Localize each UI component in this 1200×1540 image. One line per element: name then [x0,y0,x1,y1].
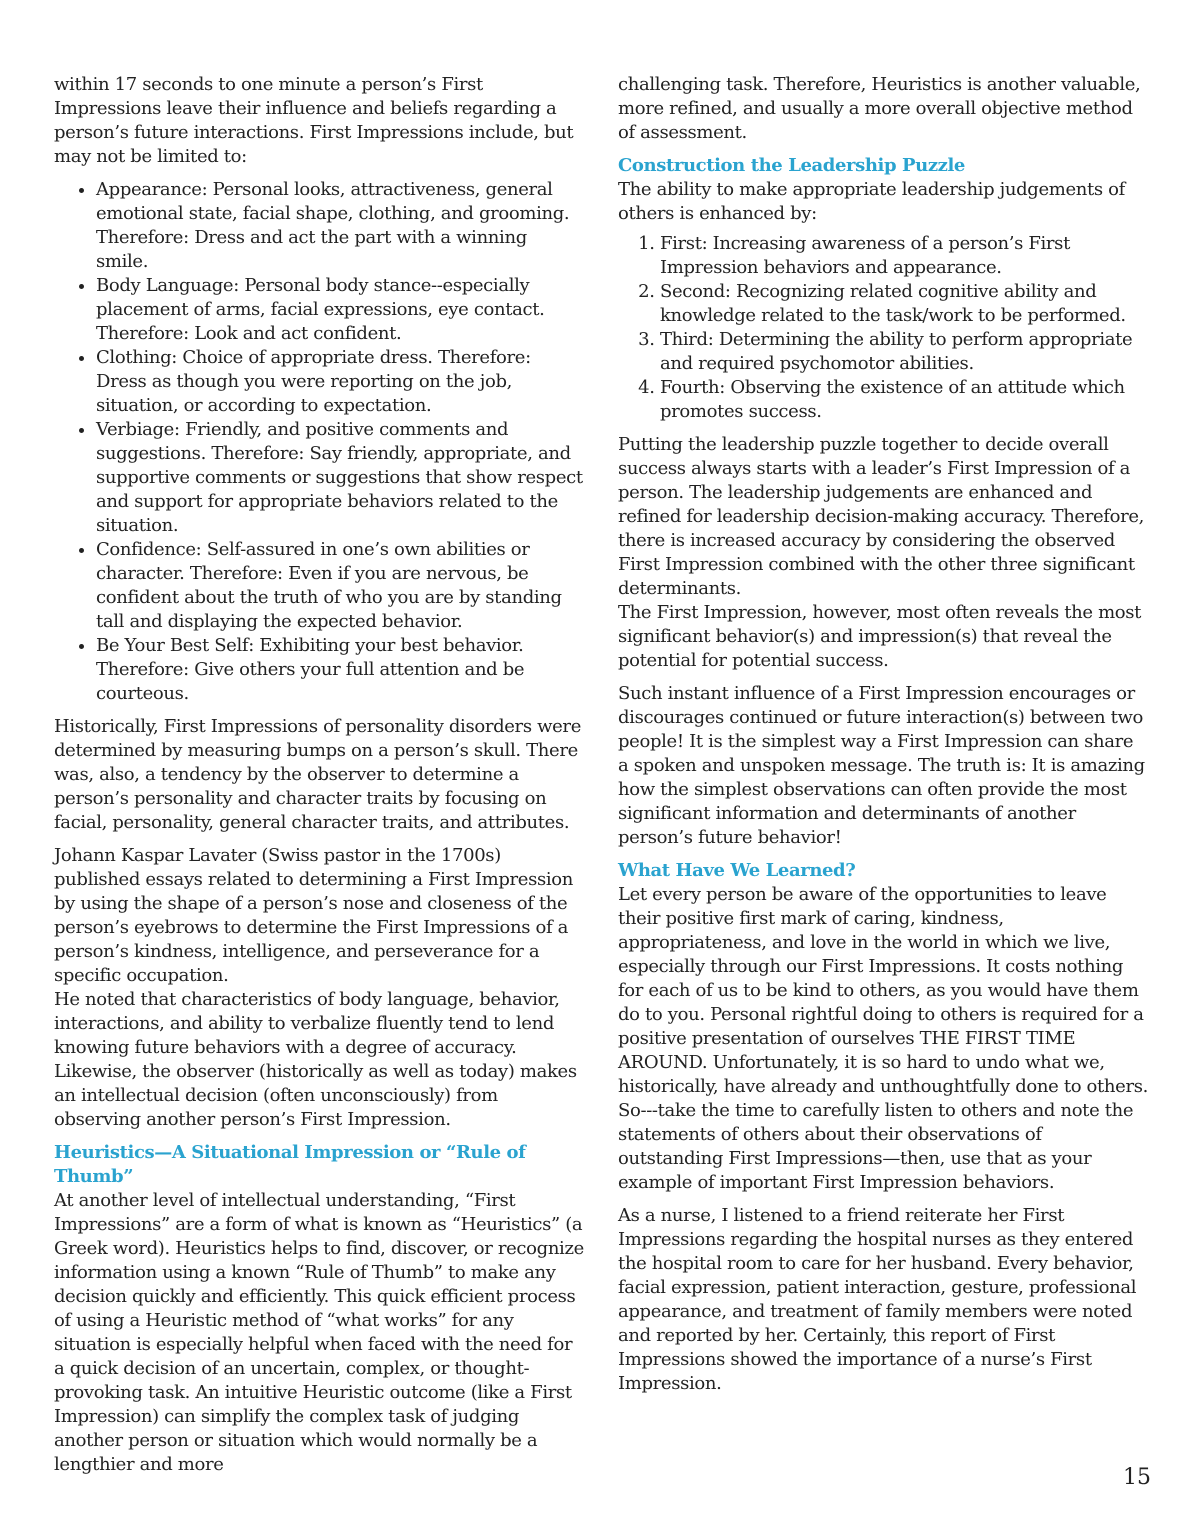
left-column [54,73,584,1486]
continuation-paragraph: challenging task. Therefore, Heuristics is another valuable, more refined, and usually a more overall objective method of assessment. [618,74,1141,143]
list-item: • Body Language: Personal body stance--especially placement of arms, facial expressions, eye contact. Therefore: Look and act confident. [96,274,584,346]
heuristics-paragraph: At another level of intellectual understanding, “First Impressions” are a form of what is known as “Heuristics” (a Greek word). Heuristics helps to find, discover, or recognize information using a known “Rule of Thumb” to make any decision quickly and efficiently. This quick efficient process of using a Heuristic method of “what works” for any situation is especially helpful when faced with the need for a quick decision of an uncertain, complex, or thought-provoking task. An intuitive Heuristic outcome (like a First Impression) can simplify the complex task of judging another person or situation which would normally be a lengthier and more [54,1190,584,1475]
puzzle-heading: Construction the Leadership Puzzle [618,155,965,176]
noted-paragraph: He noted that characteristics of body language, behavior, interactions, and ability to verbalize fluently tend to lend knowing future behaviors with a degree of accuracy. Likewise, the observer (historically as well as today) makes an intellectual decision (often unconsciously) from observing another person’s First Impression. [54,989,577,1130]
list-item: • Confidence: Self-assured in one’s own abilities or character. Therefore: Even if you are nervous, be confident about the truth of who you are by standing tall and displaying the expected behavior. [96,538,584,634]
list-item: • Verbiage: Friendly, and positive comments and suggestions. Therefore: Say friendly, appropriate, and supportive comments or suggestions that show respect and support for appropriate behaviors related to the situation. [96,418,584,538]
first-impressions-list [54,178,584,706]
lavater-paragraph: Johann Kaspar Lavater (Swiss pastor in the 1700s) published essays related to determining a First Impression by using the shape of a person’s nose and closeness of the person’s eyebrows to determine the First Impressions of a person’s kindness, intelligence, and perseverance for a specific occupation. [54,845,574,986]
list-item: 4. Fourth: Observing the existence of an attitude which promotes success. [660,376,1148,424]
historically-paragraph: Historically, First Impressions of personality disorders were determined by measuring bumps on a person’s skull. There was, also, a tendency by the observer to determine a person’s personality and character traits by focusing on facial, personality, general character traits, and attributes. [54,716,581,833]
intro-paragraph: within 17 seconds to one minute a person’s First Impressions leave their influence and beliefs regarding a person’s future interactions. First Impressions include, but may not be limited to: [54,74,574,167]
list-item: • Be Your Best Self: Exhibiting your best behavior. Therefore: Give others your full attention and be courteous. [96,634,584,706]
putting-paragraph: Putting the leadership puzzle together to decide overall success always starts with a leader’s First Impression of a person. The leadership judgements are enhanced and refined for leadership decision-making accuracy. Therefore, there is increased accuracy by considering the observed First Impression combined with the other three significant determinants. [618,434,1145,599]
nurse-paragraph: As a nurse, I listened to a friend reiterate her First Impressions regarding the hospital nurses as they entered the hospital room to care for her husband. Every behavior, facial expression, patient interaction, gesture, professional appearance, and treatment of family members were noted and reported by her. Certainly, this report of First Impressions showed the importance of a nurse’s First Impression. [618,1205,1137,1394]
list-item: • Appearance: Personal looks, attractiveness, general emotional state, facial shape, clothing, and grooming. Therefore: Dress and act the part with a winning smile. [96,178,584,274]
list-item: 3. Third: Determining the ability to perform appropriate and required psychomotor abilities. [660,328,1148,376]
list-item: 2. Second: Recognizing related cognitive ability and knowledge related to the task/work to be performed. [660,280,1148,328]
instant-paragraph: Such instant influence of a First Impression encourages or discourages continued or future interaction(s) between two people! It is the simplest way a First Impression can share a spoken and unspoken message. The truth is: It is amazing how the simplest observations can often provide the most significant information and determinants of another person’s future behavior! [618,683,1145,848]
learned-heading: What Have We Learned? [618,860,856,881]
list-item: 1. First: Increasing awareness of a person’s First Impression behaviors and appearance. [660,232,1148,280]
list-item: • Clothing: Choice of appropriate dress. Therefore: Dress as though you were reporting on the job, situation, or according to expectation. [96,346,584,418]
learned-paragraph: Let every person be aware of the opportunities to leave their positive first mark of caring, kindness, appropriateness, and love in the world in which we live, especially through our First Impressions. It costs nothing for each of us to be kind to others, as you would have them do to you. Personal rightful doing to others is required for a positive presentation of ourselves THE FIRST TIME AROUND. Unfortunately, it is so hard to undo what we, historically, have already and unthoughtfully done to others. So---take the time to carefully listen to others and note the statements of others about their observations of outstanding First Impressions—then, use that as your example of important First Impression behaviors. [618,884,1148,1193]
page-number: 15 [1123,1465,1151,1490]
right-column [618,73,1148,1405]
heuristics-heading: Heuristics—A Situational Impression or “Rule of Thumb” [54,1142,526,1187]
puzzle-intro: The ability to make appropriate leadership judgements of others is enhanced by: [618,179,1125,224]
puzzle-steps-list [618,232,1148,424]
however-paragraph: The First Impression, however, most often reveals the most significant behavior(s) and impression(s) that reveal the potential for potential success. [618,602,1142,671]
